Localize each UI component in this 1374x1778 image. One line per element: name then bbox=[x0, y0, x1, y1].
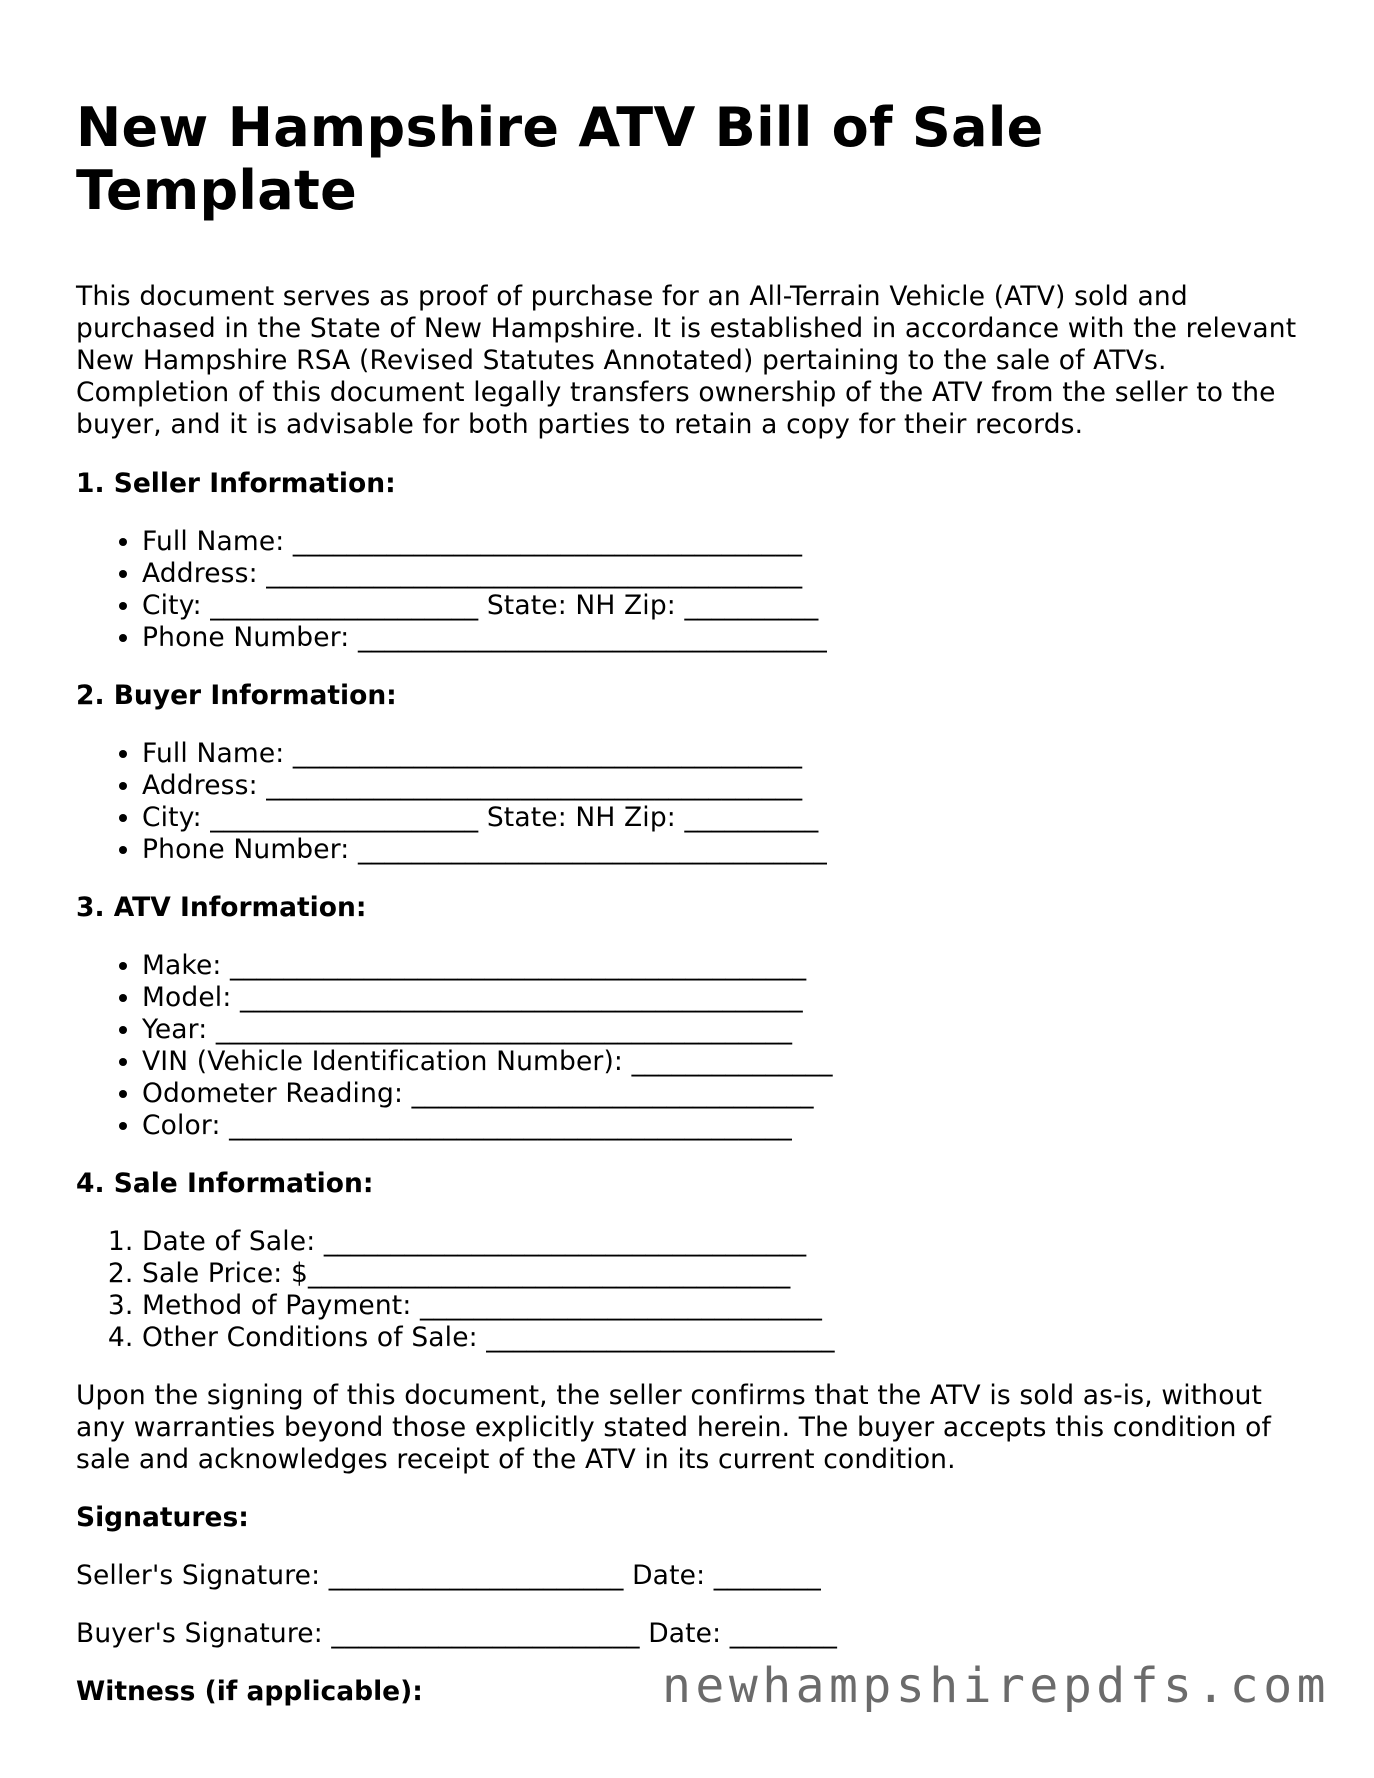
document-title: New Hampshire ATV Bill of Sale Template bbox=[76, 96, 1044, 222]
buyer-info-list bbox=[76, 738, 1306, 866]
site-watermark: newhampshirepdfs.com bbox=[662, 1658, 1330, 1714]
signatures-heading: Signatures: bbox=[76, 1502, 249, 1533]
seller-address-field[interactable]: • Address: ________________________________________ bbox=[142, 558, 1306, 590]
intro-paragraph: This document serves as proof of purchase for an All-Terrain Vehicle (ATV) sold and purchased in the State of New Hampshire. It is established in accordance with the relevant New Hampshire RSA (Revised Statutes Annotated) pertaining to the sale of ATVs. Completion of this document legally transfers ownership of the ATV from the seller to the buyer, and it is advisable for both parties to retain a copy for their records. bbox=[76, 281, 1297, 440]
sale-section-heading: 4. Sale Information: bbox=[76, 1168, 374, 1199]
document-page bbox=[76, 0, 1306, 1708]
seller-full-name-field[interactable]: • Full Name: ______________________________________ bbox=[142, 526, 1306, 558]
sale-other-conditions-field[interactable]: 4. Other Conditions of Sale: __________________________ bbox=[142, 1322, 1306, 1354]
atv-info-list bbox=[76, 950, 1306, 1142]
witness-heading: Witness (if applicable): bbox=[76, 1676, 423, 1707]
atv-vin-field[interactable]: • VIN (Vehicle Identification Number): _______________ bbox=[142, 1046, 1306, 1078]
seller-info-list bbox=[76, 526, 1306, 654]
seller-phone-field[interactable]: • Phone Number: ___________________________________ bbox=[142, 622, 1306, 654]
sale-price-field[interactable]: 2. Sale Price: $____________________________________ bbox=[142, 1258, 1306, 1290]
closing-paragraph: Upon the signing of this document, the seller confirms that the ATV is sold as-is, without any warranties beyond those explicitly stated herein. The buyer accepts this condition of sale and acknowledges receipt of the ATV in its current condition. bbox=[76, 1380, 1272, 1475]
atv-section-heading: 3. ATV Information: bbox=[76, 892, 367, 923]
seller-signature-line[interactable]: Seller's Signature: ______________________ Date: ________ bbox=[76, 1560, 821, 1591]
buyer-signature-line[interactable]: Buyer's Signature: _______________________ Date: ________ bbox=[76, 1618, 837, 1649]
sale-info-list bbox=[76, 1226, 1306, 1354]
atv-odometer-field[interactable]: • Odometer Reading: ______________________________ bbox=[142, 1078, 1306, 1110]
seller-section-heading: 1. Seller Information: bbox=[76, 468, 396, 499]
buyer-address-field[interactable]: • Address: ________________________________________ bbox=[142, 770, 1306, 802]
atv-year-field[interactable]: • Year: ___________________________________________ bbox=[142, 1014, 1306, 1046]
buyer-section-heading: 2. Buyer Information: bbox=[76, 680, 397, 711]
sale-date-field[interactable]: 1. Date of Sale: ____________________________________ bbox=[142, 1226, 1306, 1258]
seller-city-state-zip-field[interactable]: • City: ____________________ State: NH Zip: __________ bbox=[142, 590, 1306, 622]
atv-model-field[interactable]: • Model: __________________________________________ bbox=[142, 982, 1306, 1014]
buyer-phone-field[interactable]: • Phone Number: ___________________________________ bbox=[142, 834, 1306, 866]
buyer-full-name-field[interactable]: • Full Name: ______________________________________ bbox=[142, 738, 1306, 770]
atv-color-field[interactable]: • Color: __________________________________________ bbox=[142, 1110, 1306, 1142]
buyer-city-state-zip-field[interactable]: • City: ____________________ State: NH Zip: __________ bbox=[142, 802, 1306, 834]
sale-payment-method-field[interactable]: 3. Method of Payment: ______________________________ bbox=[142, 1290, 1306, 1322]
atv-make-field[interactable]: • Make: ___________________________________________ bbox=[142, 950, 1306, 982]
